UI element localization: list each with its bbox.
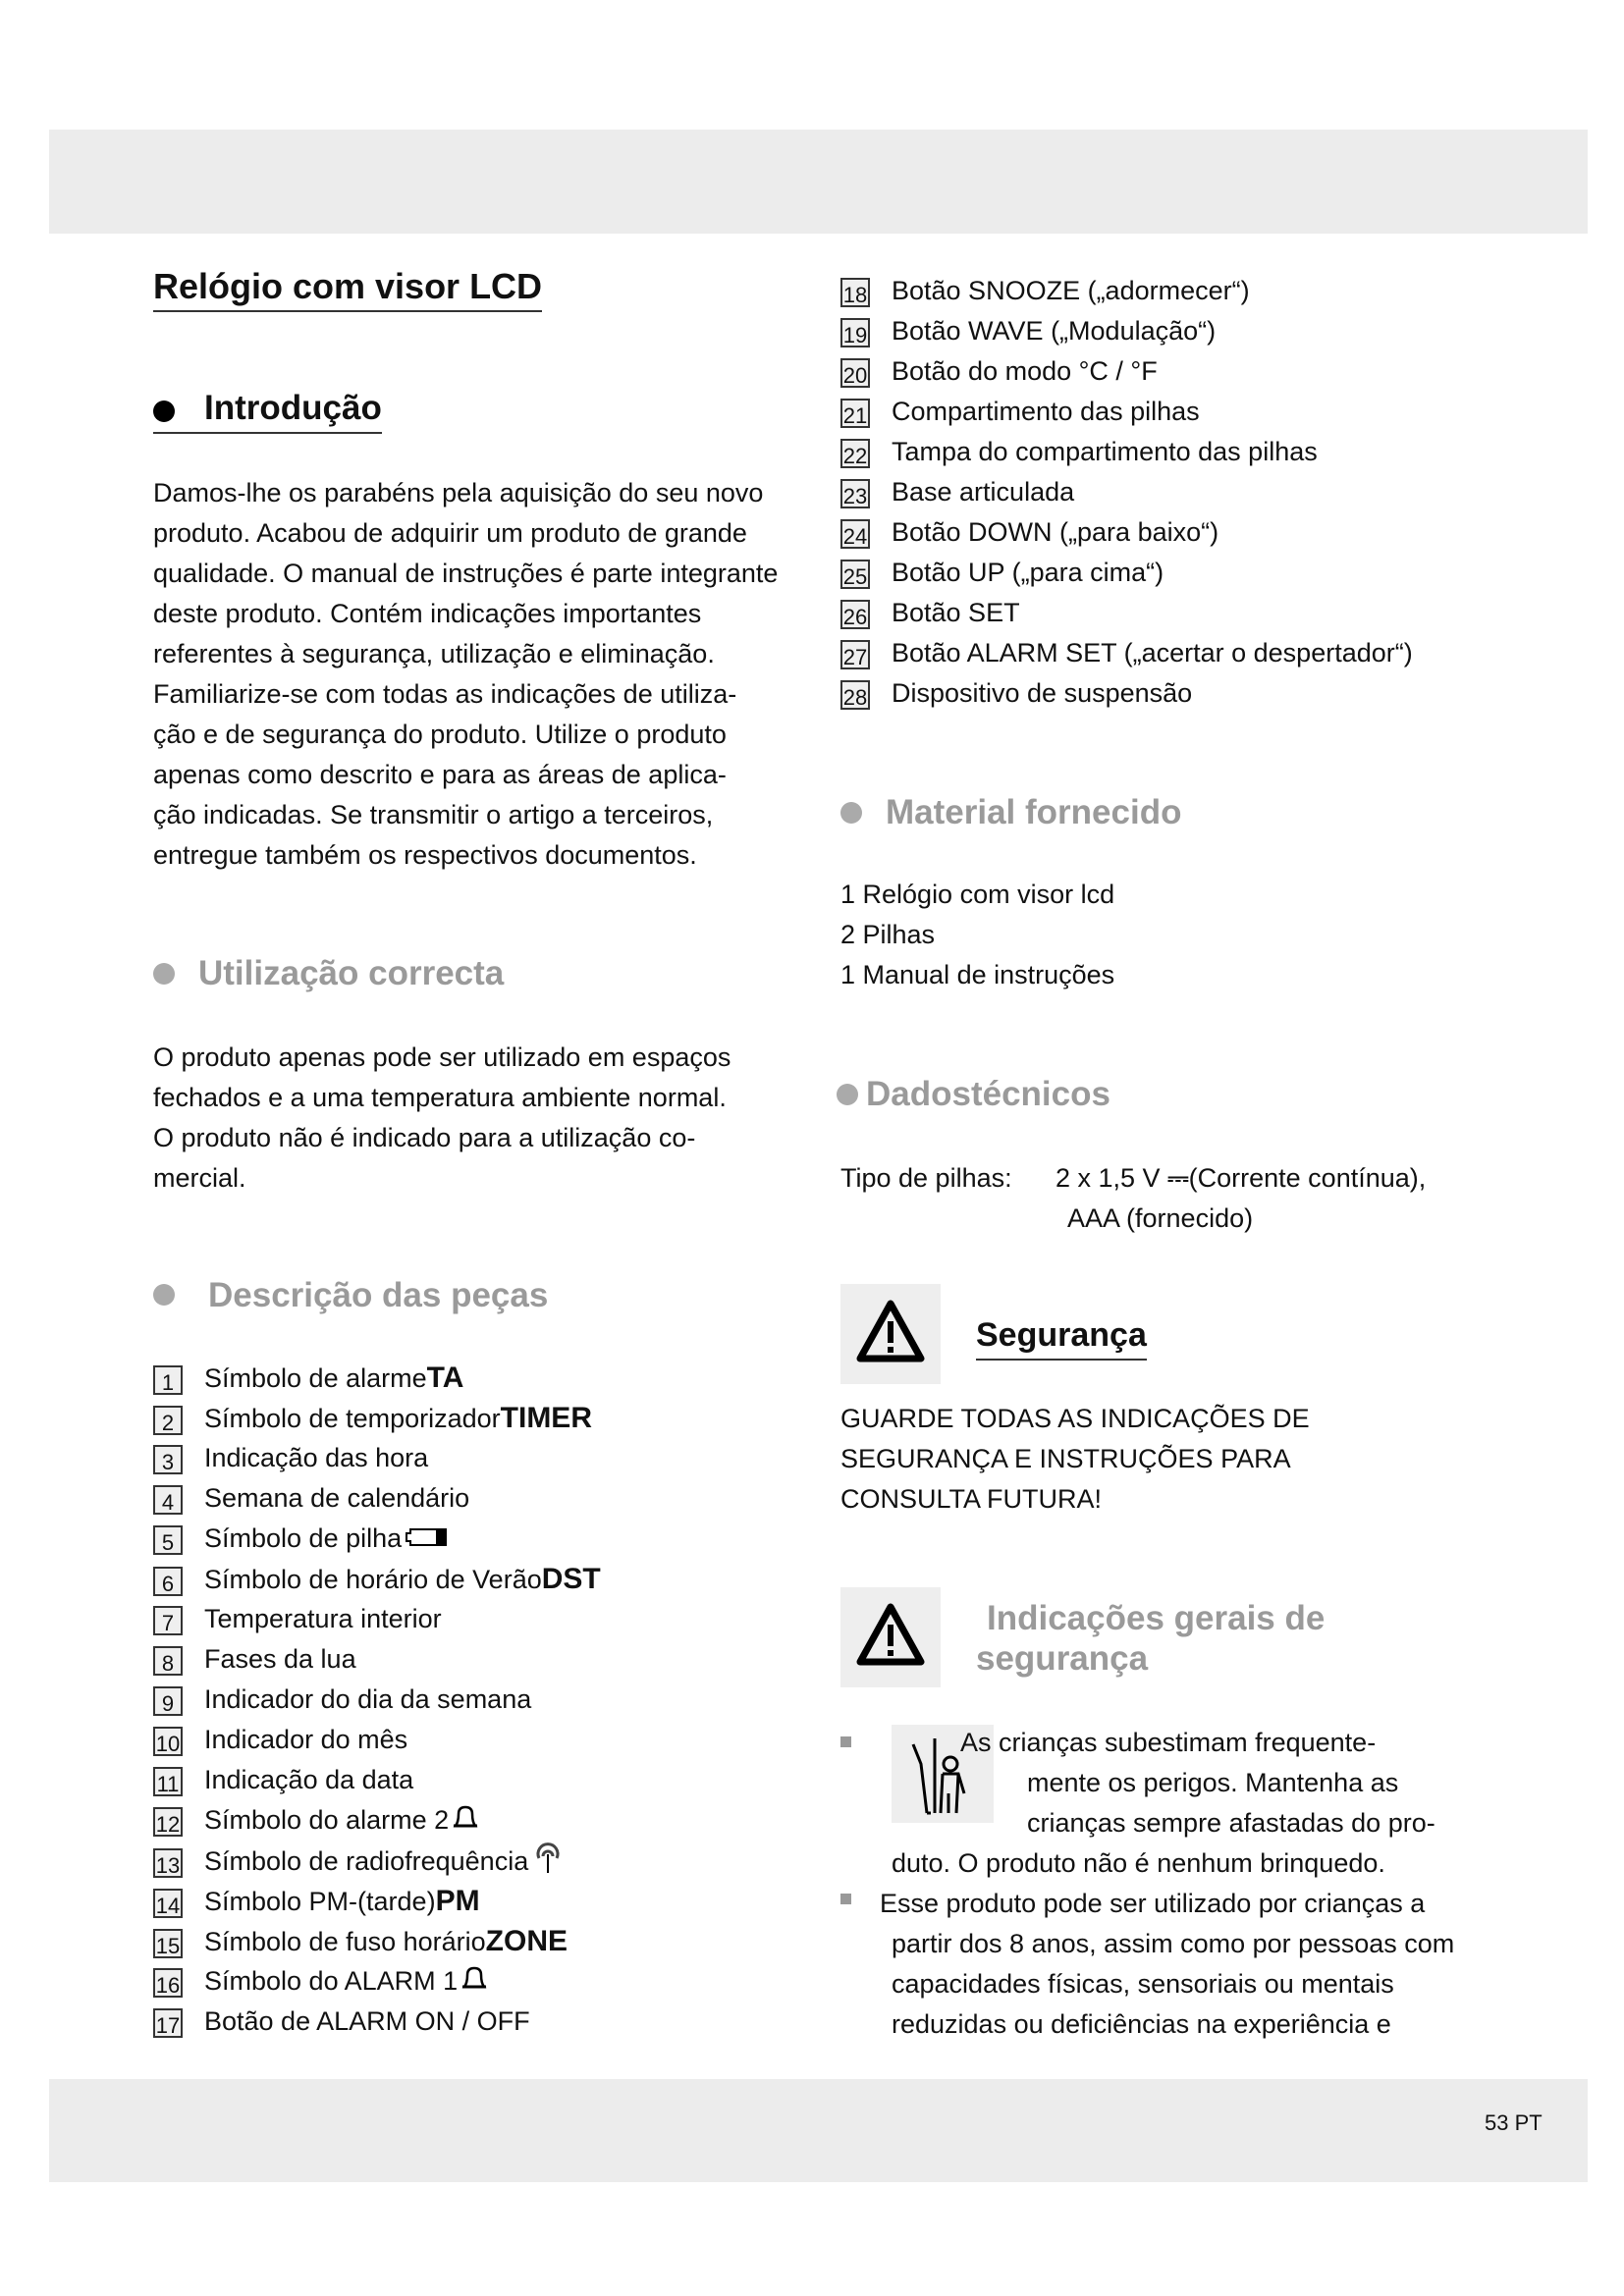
supplied-item: 1 Relógio com visor lcd (840, 880, 1115, 909)
bell-icon (460, 1967, 488, 1997)
part-label: Botão SNOOZE („adormecer“) (892, 276, 1250, 305)
part-number-box: 25 (840, 560, 870, 589)
part-number-box: 13 (153, 1848, 183, 1878)
usage-heading: Utilização correcta (198, 954, 505, 992)
safety-line: CONSULTA FUTURA! (840, 1484, 1103, 1514)
intro-line: qualidade. O manual de instruções é parte integrante (153, 559, 779, 588)
part-label: Indicador do dia da semana (204, 1684, 532, 1714)
bullet-line: crianças sempre afastadas do pro- (1027, 1808, 1435, 1838)
safety-line: GUARDE TODAS AS INDICAÇÕES DE (840, 1404, 1310, 1433)
part-label: Símbolo de horário de Verão (204, 1565, 542, 1594)
part-label: Botão DOWN („para baixo“) (892, 517, 1219, 547)
part-label: Símbolo do ALARM 1 (204, 1966, 459, 1996)
intro-line: apenas como descrito e para as áreas de aplica- (153, 760, 727, 789)
part-number-box: 12 (153, 1807, 183, 1837)
warning-icon (840, 1587, 941, 1687)
part-number-box: 27 (840, 640, 870, 669)
part-item (153, 1478, 469, 1519)
part-item (153, 1358, 463, 1399)
part-item (153, 1961, 488, 2002)
part-number-box: 3 (153, 1445, 183, 1474)
part-number-box: 21 (840, 399, 870, 428)
part-item (840, 271, 1250, 311)
bullet-dot (837, 1084, 858, 1105)
parts-heading: Descrição das peças (208, 1276, 549, 1314)
part-number-box: 14 (153, 1889, 183, 1918)
lcd-symbol: ZONE (485, 1925, 568, 1957)
lcd-symbol: PM (435, 1885, 480, 1917)
part-number-box: 11 (153, 1767, 183, 1796)
part-number-box: 20 (840, 358, 870, 388)
part-item (840, 432, 1318, 472)
intro-line: ção e de segurança do produto. Utilize o produto (153, 720, 727, 749)
intro-line: Familiarize-se com todas as indicações de utiliza- (153, 679, 737, 709)
part-item (153, 1921, 568, 1962)
battery-icon (405, 1524, 448, 1554)
part-number-box: 23 (840, 479, 870, 508)
part-label: Indicação das hora (204, 1443, 429, 1472)
intro-heading: Introdução (153, 387, 382, 434)
part-item (840, 633, 1413, 673)
part-label: Botão ALARM SET („acertar o despertador“) (892, 638, 1413, 667)
part-item (153, 1519, 448, 1560)
dc-symbol-icon: ⎓ (1167, 1163, 1189, 1193)
bullet-line: As crianças subestimam frequente- (960, 1728, 1377, 1757)
part-number-box: 19 (840, 318, 870, 347)
part-number-box: 24 (840, 519, 870, 549)
part-number-box: 1 (153, 1365, 183, 1395)
part-item (153, 1680, 531, 1720)
part-label: Temperatura interior (204, 1604, 442, 1633)
safety-heading: Segurança (976, 1313, 1147, 1361)
part-item (840, 553, 1164, 593)
supplied-heading: Material fornecido (886, 793, 1182, 831)
usage-line: O produto não é indicado para a utilização co- (153, 1123, 696, 1152)
lcd-symbol: TIMER (500, 1402, 592, 1434)
bullet-line: partir dos 8 anos, assim como por pessoas com (892, 1929, 1455, 1958)
part-label: Indicação da data (204, 1765, 414, 1794)
part-label: Compartimento das pilhas (892, 397, 1200, 426)
header-band (49, 130, 1588, 234)
bullet-line: capacidades físicas, sensoriais ou mentais (892, 1969, 1394, 1999)
part-label: Indicador do mês (204, 1725, 408, 1754)
part-item (840, 351, 1158, 392)
part-item (153, 1881, 480, 1922)
part-label: Símbolo de fuso horário (204, 1927, 486, 1956)
battery-type-label: Tipo de pilhas: (840, 1163, 1012, 1193)
part-label: Botão SET (892, 598, 1020, 627)
bullet-dot (840, 802, 862, 824)
battery-type-value-2: AAA (fornecido) (1067, 1203, 1254, 1233)
bullet-line: reduzidas ou deficiências na experiência e (892, 2009, 1391, 2039)
bullet-line: duto. O produto não é nenhum brinquedo. (892, 1848, 1385, 1878)
lcd-symbol: TA (426, 1362, 464, 1394)
part-label: Símbolo de alarme (204, 1363, 427, 1393)
part-item (153, 1398, 592, 1439)
part-number-box: 6 (153, 1567, 183, 1596)
part-label: Semana de calendário (204, 1483, 470, 1513)
part-item (840, 472, 1074, 512)
part-number-box: 8 (153, 1646, 183, 1676)
part-label: Símbolo PM-(tarde) (204, 1887, 436, 1916)
lcd-symbol: DST (541, 1563, 601, 1595)
bullet-dot (153, 1284, 175, 1306)
part-item (840, 392, 1200, 432)
part-number-box: 5 (153, 1525, 183, 1555)
part-label: Botão do modo °C / °F (892, 356, 1158, 386)
part-item (153, 1841, 565, 1886)
part-item (840, 593, 1020, 633)
intro-line: deste produto. Contém indicações importantes (153, 599, 702, 628)
tech-heading: Dadostécnicos (866, 1075, 1110, 1113)
part-number-box: 10 (153, 1727, 183, 1756)
part-item (840, 512, 1218, 553)
part-label: Símbolo do alarme 2 (204, 1805, 450, 1835)
part-item (840, 673, 1192, 714)
usage-line: mercial. (153, 1163, 246, 1193)
part-label: Botão WAVE („Modulação“) (892, 316, 1217, 346)
part-number-box: 18 (840, 278, 870, 307)
usage-line: fechados e a uma temperatura ambiente normal. (153, 1083, 727, 1112)
general-heading-1: Indicações gerais de (987, 1599, 1326, 1637)
supplied-item: 1 Manual de instruções (840, 960, 1115, 989)
bullet-line: Esse produto pode ser utilizado por crianças a (880, 1889, 1426, 1918)
part-label: Botão UP („para cima“) (892, 558, 1164, 587)
bell-icon (452, 1806, 479, 1836)
bullet-square (840, 1894, 851, 1904)
usage-line: O produto apenas pode ser utilizado em espaços (153, 1042, 731, 1072)
page-number: 53 PT (1485, 2110, 1543, 2135)
part-item (153, 1760, 413, 1800)
part-label: Símbolo de pilha (204, 1523, 403, 1553)
footer-band (49, 2079, 1588, 2182)
part-label: Base articulada (892, 477, 1075, 507)
battery-type-value: 2 x 1,5 V ⎓(Corrente contínua), (1056, 1163, 1427, 1193)
intro-line: ção indicadas. Se transmitir o artigo a terceiros, (153, 800, 714, 829)
part-number-box: 4 (153, 1485, 183, 1515)
page-title: Relógio com visor LCD (153, 265, 542, 312)
supplied-item: 2 Pilhas (840, 920, 936, 949)
safety-line: SEGURANÇA E INSTRUÇÕES PARA (840, 1444, 1291, 1473)
bullet-dot (153, 963, 175, 985)
part-label: Símbolo de temporizador (204, 1404, 501, 1433)
part-label: Dispositivo de suspensão (892, 678, 1193, 708)
part-number-box: 2 (153, 1406, 183, 1435)
part-item (153, 2002, 530, 2042)
bullet-line: mente os perigos. Mantenha as (1027, 1768, 1399, 1797)
intro-line: referentes à segurança, utilização e eliminação. (153, 639, 715, 668)
part-item (153, 1599, 442, 1639)
intro-line: Damos-lhe os parabéns pela aquisição do seu novo (153, 478, 764, 507)
part-number-box: 15 (153, 1929, 183, 1958)
part-label: Fases da lua (204, 1644, 356, 1674)
part-item (153, 1438, 428, 1478)
part-number-box: 28 (840, 680, 870, 710)
part-label: Símbolo de radiofrequência (204, 1846, 529, 1877)
antenna-icon (531, 1850, 565, 1880)
part-item (153, 1559, 601, 1600)
part-item (153, 1720, 407, 1760)
part-item (153, 1639, 356, 1680)
part-label: Botão de ALARM ON / OFF (204, 2006, 530, 2036)
part-item (840, 311, 1216, 351)
part-number-box: 17 (153, 2008, 183, 2038)
part-number-box: 7 (153, 1606, 183, 1635)
part-number-box: 16 (153, 1968, 183, 1998)
intro-line: entregue também os respectivos documentos. (153, 840, 697, 870)
part-label: Tampa do compartimento das pilhas (892, 437, 1318, 466)
general-heading-2: segurança (976, 1639, 1149, 1678)
intro-line: produto. Acabou de adquirir um produto de grande (153, 518, 747, 548)
part-item (153, 1800, 479, 1842)
bullet-square (840, 1736, 851, 1747)
part-number-box: 22 (840, 439, 870, 468)
part-number-box: 9 (153, 1686, 183, 1716)
warning-icon (840, 1284, 941, 1384)
part-number-box: 26 (840, 600, 870, 629)
